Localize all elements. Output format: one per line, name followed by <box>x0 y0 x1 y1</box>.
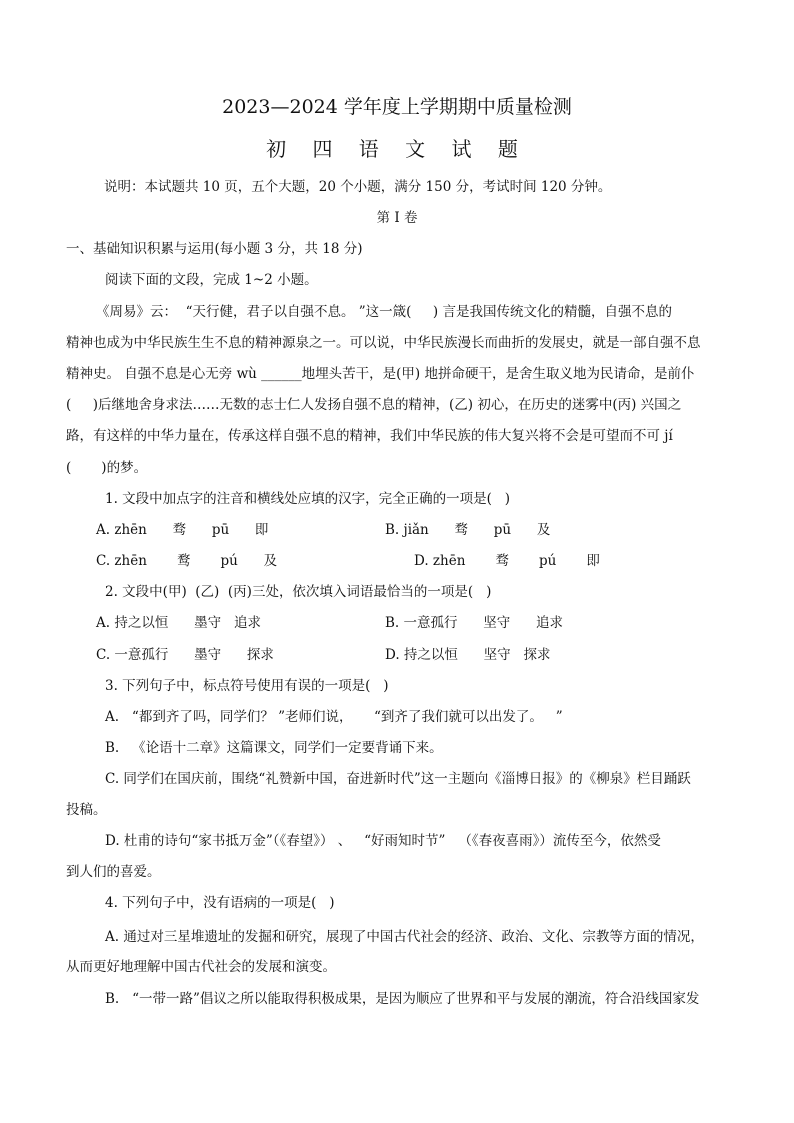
section-heading: 一、基础知识积累与运用(每小题 3 分，共 18 分) <box>66 241 363 257</box>
question-2-option-b: B. 一意孤行 坚守 追求 <box>385 615 563 631</box>
passage-line: 精神史。 自强不息是心无旁 wù ______地埋头苦干，是(甲) 地拼命硬干，是舍生取义地为民请命，是前仆 <box>66 366 695 382</box>
question-4-option-a: A. 通过对三星堆遗址的发掘和研究，展现了中国古代社会的经济、政治、文化、宗教等方面的情况， <box>105 929 704 945</box>
question-2-option-d: D. 持之以恒 坚守 探求 <box>385 647 551 663</box>
question-1-option-d: D. zhēn 骛 pú 即 <box>414 553 600 569</box>
exam-instructions: 说明：本试题共 10 页，五个大题，20 个小题，满分 150 分，考试时间 120 分钟。 <box>104 179 612 195</box>
passage-line: 路，有这样的中华力量在，传承这样自强不息的精神，我们中华民族的伟大复兴将不会是可望而不可 jí <box>66 428 673 444</box>
question-3-stem: 3. 下列句子中，标点符号使用有误的一项是( ) <box>105 678 389 694</box>
question-2-stem: 2. 文段中(甲) (乙) (丙)三处，依次填入词语最恰当的一项是( ) <box>105 584 492 600</box>
exam-subtitle: 初 四 语 文 试 题 <box>266 137 528 161</box>
question-4-stem: 4. 下列句子中，没有语病的一项是( ) <box>105 895 335 911</box>
exam-title: 2023—2024 学年度上学期期中质量检测 <box>222 96 572 118</box>
passage-line: ( )后继地舍身求法……无数的志士仁人发扬自强不息的精神，(乙) 初心，在历史的迷雾中(丙) 兴国之 <box>66 397 682 413</box>
question-1-option-b: B. jiǎn 骛 pū 及 <box>385 522 551 538</box>
question-1-stem: 1. 文段中加点字的注音和横线处应填的汉字，完全正确的一项是( ) <box>105 491 511 507</box>
passage-line: ( )的梦。 <box>66 460 148 476</box>
question-2-option-a: A. 持之以恒 墨守 追求 <box>96 615 261 631</box>
volume-heading: 第 Ⅰ 卷 <box>376 210 418 226</box>
question-3-option-b: B. 《论语十二章》这篇课文，同学们一定要背诵下来。 <box>105 740 443 756</box>
passage-line: 精神也成为中华民族生生不息的精神源泉之一。可以说，中华民族漫长而曲折的发展史，就是一部自强不息 <box>66 335 701 351</box>
question-3-option-c: C. 同学们在国庆前，围绕“礼赞新中国，奋进新时代”这一主题向《淄博日报》的《柳泉》栏目踊跃 <box>105 771 691 787</box>
question-1-option-a: A. zhēn 骛 pū 即 <box>96 522 269 538</box>
question-1-option-c: C. zhēn 鹜 pú 及 <box>96 553 278 569</box>
reading-instruction: 阅读下面的文段，完成 1~2 小题。 <box>105 272 318 288</box>
question-3-option-c-cont: 投稿。 <box>66 802 107 818</box>
passage-line: 《周易》云： “天行健，君子以自强不息。 ”这一箴( ) 言是我国传统文化的精髓，自强不息的 <box>96 304 672 320</box>
question-3-option-a: A. “都到齐了吗，同学们？ ”老师们说， “到齐了我们就可以出发了。 ” <box>105 709 563 725</box>
question-4-option-a-cont: 从而更好地理解中国古代社会的发展和演变。 <box>66 959 336 975</box>
question-3-option-d-cont: 到人们的喜爱。 <box>66 864 161 880</box>
question-4-option-b: B. “一带一路”倡议之所以能取得积极成果，是因为顺应了世界和平与发展的潮流，符合沿线国家发 <box>105 991 700 1007</box>
question-2-option-c: C. 一意孤行 墨守 探求 <box>96 647 274 663</box>
question-3-option-d: D. 杜甫的诗句“家书抵万金”（《春望》） 、 “好雨知时节” （《春夜喜雨》）流传至今，依然受 <box>105 833 661 849</box>
